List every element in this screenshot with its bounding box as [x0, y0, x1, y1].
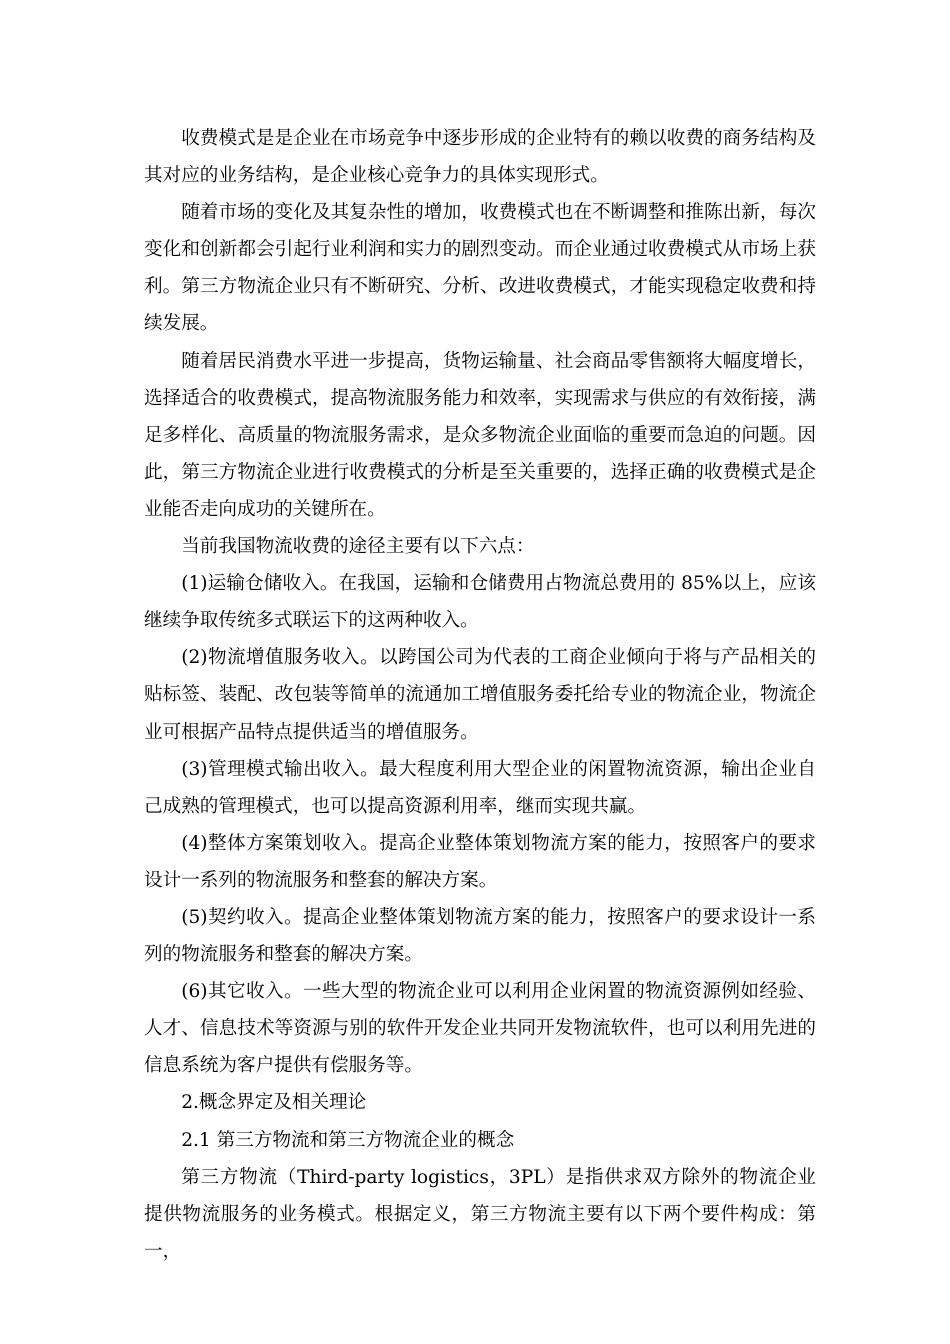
paragraph-six-channels-intro: 当前我国物流收费的途径主要有以下六点： — [181, 536, 535, 558]
list-item-contract-income: (5)契约收入。提高企业整体策划物流方案的能力，按照客户的要求设计一系列的物流服务和整套的解决方案。 — [144, 906, 816, 966]
list-item-solution-planning-income: (4)整体方案策划收入。提高企业整体策划物流方案的能力，按照客户的要求设计一系列的物流服务和整套的解决方案。 — [144, 832, 816, 891]
list-item-management-model-income: (3)管理模式输出收入。最大程度利用大型企业的闲置物流资源，输出企业自己成熟的管理模式，也可以提高资源利用率，继而实现共赢。 — [144, 758, 816, 817]
subsection-heading-3pl-concept: 2.1 第三方物流和第三方物流企业的概念 — [181, 1129, 515, 1151]
paragraph-charging-model-definition: 收费模式是是企业在市场竞争中逐步形成的企业特有的赖以收费的商务结构及其对应的业务结构，是企业核心竞争力的具体实现形式。 — [144, 128, 816, 187]
document-body — [144, 120, 816, 1270]
paragraph-3pl-definition: 第三方物流（Third-party logistics，3PL）是指供求双方除外的物流企业提供物流服务的业务模式。根据定义，第三方物流主要有以下两个要件构成：第一， — [144, 1166, 816, 1262]
paragraph-consumption-growth: 随着居民消费水平进一步提高，货物运输量、社会商品零售额将大幅度增长，选择适合的收费模式，提高物流服务能力和效率，实现需求与供应的有效衔接，满足多样化、高质量的物流服务需求，是众多物流企业面临的重要而急迫的问题。因此，第三方物流企业进行收费模式的分析是至关重要的，选择正确的收费模式是企业能否走向成功的关键所在。 — [144, 350, 816, 520]
paragraph-market-change: 随着市场的变化及其复杂性的增加，收费模式也在不断调整和推陈出新，每次变化和创新都会引起行业利润和实力的剧烈变动。而企业通过收费模式从市场上获利。第三方物流企业只有不断研究、分析、改进收费模式，才能实现稳定收费和持续发展。 — [144, 202, 816, 335]
list-item-transport-storage-income: (1)运输仓储收入。在我国，运输和仓储费用占物流总费用的 85%以上，应该继续争取传统多式联运下的这两种收入。 — [144, 573, 816, 632]
section-heading-concepts: 2.概念界定及相关理论 — [181, 1092, 367, 1114]
list-item-value-added-service-income: (2)物流增值服务收入。以跨国公司为代表的工商企业倾向于将与产品相关的贴标签、装配、改包装等简单的流通加工增值服务委托给专业的物流企业，物流企业可根据产品特点提供适当的增值服务。 — [144, 647, 816, 743]
list-item-other-income: (6)其它收入。一些大型的物流企业可以利用企业闲置的物流资源例如经验、人才、信息技术等资源与别的软件开发企业共同开发物流软件，也可以利用先进的信息系统为客户提供有偿服务等。 — [144, 981, 816, 1077]
